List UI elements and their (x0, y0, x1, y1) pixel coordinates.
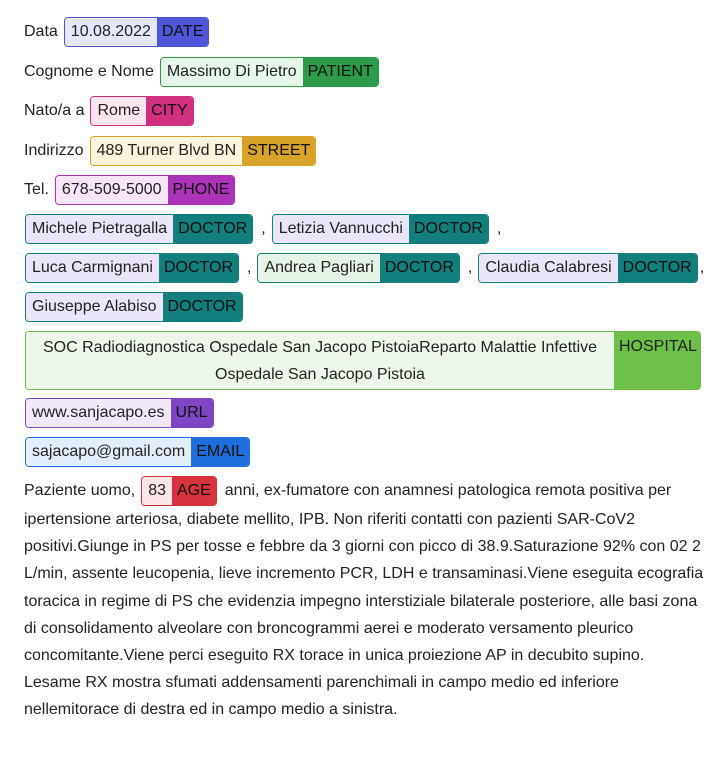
doctor-tag: DOCTOR (380, 254, 459, 282)
age-tag: AGE (172, 477, 216, 505)
separator: , (496, 220, 502, 237)
phone-tag: PHONE (168, 176, 235, 204)
separator: , (467, 259, 473, 276)
city-tag: CITY (146, 97, 192, 125)
street-entity[interactable] (90, 136, 317, 166)
doctor-entity[interactable] (25, 292, 243, 322)
url-row (25, 398, 214, 428)
street-tag: STREET (242, 137, 315, 165)
phone-label: Tel. (24, 181, 49, 198)
street-value: 489 Turner Blvd BN (91, 137, 243, 165)
phone-value: 678-509-5000 (56, 176, 168, 204)
age-entity[interactable] (141, 476, 217, 506)
doctor-value: Michele Pietragalla (26, 215, 173, 243)
hospital-tag: HOSPITAL (614, 332, 700, 389)
patient-entity[interactable] (160, 57, 379, 87)
phone-row (24, 175, 235, 205)
doctor-entity[interactable] (478, 253, 697, 283)
hospital-entity[interactable] (25, 331, 701, 390)
narrative-body: anni, ex-fumatore con anamnesi patologica remota positiva per ipertensione arteriosa, diabete mellito, IPB. Non riferiti contatti con pazienti SAR-CoV2 positivi.Giunge in PS per tosse e febbre da 3 giorni con picco di 38.9.Saturazione 92% con 02 2 L/min, assente leucopenia, lieve incremento PCR, LDH e transaminasi.Viene eseguita ecografia toracica in regime di PS che evidenzia impegno interstiziale bilaterale posteriore, alle basi zona di consolidamento alveolare con broncogrammi aerei e moderato versamento pleurico concomitante.Viene perci eseguito RX torace in unica proiezione AP in decubito supino. (24, 482, 704, 665)
doctor-value: Claudia Calabresi (479, 254, 617, 282)
doctor-entity[interactable] (257, 253, 459, 283)
doctors-row-1 (25, 214, 507, 244)
doctor-entity[interactable] (272, 214, 489, 244)
doctor-tag: DOCTOR (163, 293, 242, 321)
clinical-narrative (24, 476, 704, 724)
doctor-entity[interactable] (25, 253, 239, 283)
address-row (24, 136, 316, 166)
address-label: Indirizzo (24, 142, 84, 159)
patient-row (24, 57, 379, 87)
date-entity[interactable] (64, 17, 210, 47)
url-entity[interactable] (25, 398, 214, 428)
birthplace-label: Nato/a a (24, 102, 85, 119)
doctor-entity[interactable] (25, 214, 253, 244)
birthplace-row (24, 96, 194, 126)
patient-value: Massimo Di Pietro (161, 58, 303, 86)
separator: , (699, 259, 705, 276)
narrative-intro: Paziente uomo, (24, 482, 136, 500)
city-value: Rome (91, 97, 146, 125)
date-value: 10.08.2022 (65, 18, 157, 46)
age-value: 83 (142, 477, 172, 505)
doctor-tag: DOCTOR (618, 254, 697, 282)
url-tag: URL (171, 399, 213, 427)
date-label: Data (24, 23, 58, 40)
narrative-paragraph-2: Lesame RX mostra sfumati addensamenti parenchimali in campo medio ed inferiore nellemitorace di destra ed in campo medio a sinistra. (24, 674, 619, 719)
patient-label: Cognome e Nome (24, 63, 154, 80)
doctor-value: Letizia Vannucchi (273, 215, 409, 243)
patient-tag: PATIENT (303, 58, 378, 86)
phone-entity[interactable] (55, 175, 236, 205)
separator: , (261, 220, 266, 237)
doctor-value: Andrea Pagliari (258, 254, 379, 282)
date-row (24, 17, 209, 47)
email-row (25, 437, 250, 467)
doctor-value: Giuseppe Alabiso (26, 293, 163, 321)
doctor-tag: DOCTOR (409, 215, 488, 243)
doctor-value: Luca Carmignani (26, 254, 159, 282)
email-entity[interactable] (25, 437, 250, 467)
email-tag: EMAIL (191, 438, 249, 466)
separator: , (247, 259, 252, 276)
hospital-value: SOC Radiodiagnostica Ospedale San Jacopo PistoiaReparto Malattie Infettive Ospedale San Jacopo Pistoia (26, 332, 614, 389)
url-value: www.sanjacapo.es (26, 399, 171, 427)
email-value: sajacapo@gmail.com (26, 438, 191, 466)
doctor-tag: DOCTOR (173, 215, 252, 243)
doctor-tag: DOCTOR (159, 254, 238, 282)
city-entity[interactable] (90, 96, 193, 126)
doctors-row-3 (25, 292, 243, 322)
date-tag: DATE (157, 18, 208, 46)
doctors-row-2 (25, 253, 704, 283)
